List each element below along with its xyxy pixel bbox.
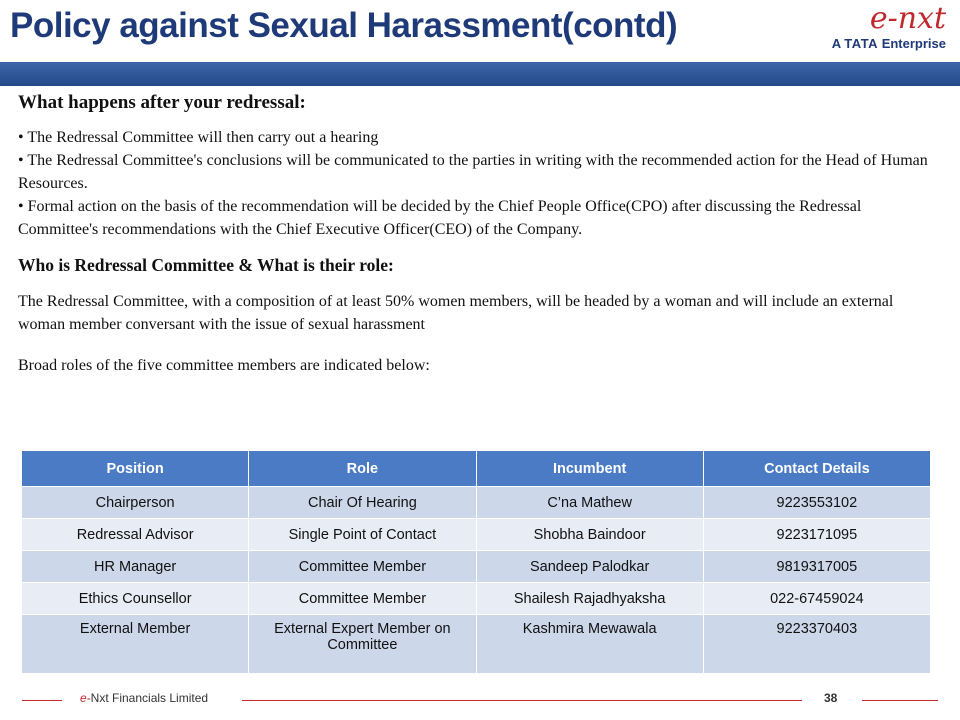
- bullet-3: • Formal action on the basis of the recommendation will be decided by the Chief People Office(CPO) after discussing the Redressal Committee's recommendations with the Chief Executive Officer(CEO) of the Company.: [18, 198, 862, 238]
- table-row: [22, 487, 931, 519]
- header-band: [0, 62, 960, 86]
- slide-footer: [0, 686, 960, 716]
- section2-heading: Who is Redressal Committee & What is their role:: [18, 255, 394, 275]
- cell-position: Chairperson: [22, 487, 249, 519]
- cell-position: Redressal Advisor: [22, 519, 249, 551]
- slide-title: Policy against Sexual Harassment(contd): [10, 6, 678, 45]
- col-position-header: Position: [22, 451, 249, 487]
- footer-rule-right: [862, 700, 938, 701]
- table-row: [22, 551, 931, 583]
- cell-incumbent: Shobha Baindoor: [476, 519, 703, 551]
- tata-enterprise-tagline: [816, 36, 946, 51]
- cell-position: Ethics Counsellor: [22, 583, 249, 615]
- cell-incumbent: Shailesh Rajadhyaksha: [476, 583, 703, 615]
- tagline-a: A: [831, 36, 841, 51]
- cell-incumbent: Kashmira Mewawala: [476, 615, 703, 674]
- cell-contact: 9223370403: [703, 615, 930, 674]
- cell-role: Committee Member: [249, 551, 476, 583]
- page-number: 38: [824, 691, 838, 705]
- tagline-enterprise: Enterprise: [881, 36, 946, 51]
- bullet-1: • The Redressal Committee will then carry out a hearing: [18, 129, 379, 146]
- footer-company-name: [80, 691, 208, 705]
- cell-role: Committee Member: [249, 583, 476, 615]
- col-contact-header: Contact Details: [703, 451, 930, 487]
- table-row: [22, 583, 931, 615]
- footer-rule-left: [22, 700, 62, 701]
- cell-contact: 9223171095: [703, 519, 930, 551]
- cell-role: Single Point of Contact: [249, 519, 476, 551]
- footer-e-prefix: e-: [80, 691, 91, 705]
- tagline-tata: TATA: [844, 36, 879, 51]
- bullet-2: • The Redressal Committee's conclusions will be communicated to the parties in writing with the recommended action for the Head of Human Resources.: [18, 152, 928, 192]
- section1-heading: What happens after your redressal:: [18, 92, 306, 113]
- enxt-logo-mark: e-nxt: [869, 1, 946, 36]
- roles-intro-text: Broad roles of the five committee members are indicated below:: [18, 357, 430, 374]
- cell-incumbent: Sandeep Palodkar: [476, 551, 703, 583]
- col-incumbent-header: Incumbent: [476, 451, 703, 487]
- cell-contact: 022-67459024: [703, 583, 930, 615]
- slide-body: [18, 92, 938, 377]
- col-role-header: Role: [249, 451, 476, 487]
- footer-rule-middle: [242, 700, 802, 701]
- cell-position: HR Manager: [22, 551, 249, 583]
- cell-contact: 9819317005: [703, 551, 930, 583]
- committee-composition-text: The Redressal Committee, with a composition of at least 50% women members, will be headed by a woman and will include an external woman member conversant with the issue of sexual harassment: [18, 293, 894, 333]
- cell-role: Chair Of Hearing: [249, 487, 476, 519]
- cell-incumbent: C’na Mathew: [476, 487, 703, 519]
- cell-role: External Expert Member on Committee: [249, 615, 476, 674]
- cell-position: External Member: [22, 615, 249, 674]
- committee-table: [21, 450, 931, 674]
- table-row: [22, 519, 931, 551]
- footer-company-text: Nxt Financials Limited: [90, 691, 209, 705]
- cell-contact: 9223553102: [703, 487, 930, 519]
- table-row: [22, 615, 931, 674]
- table-header-row: [22, 451, 931, 487]
- company-logo: [816, 1, 946, 58]
